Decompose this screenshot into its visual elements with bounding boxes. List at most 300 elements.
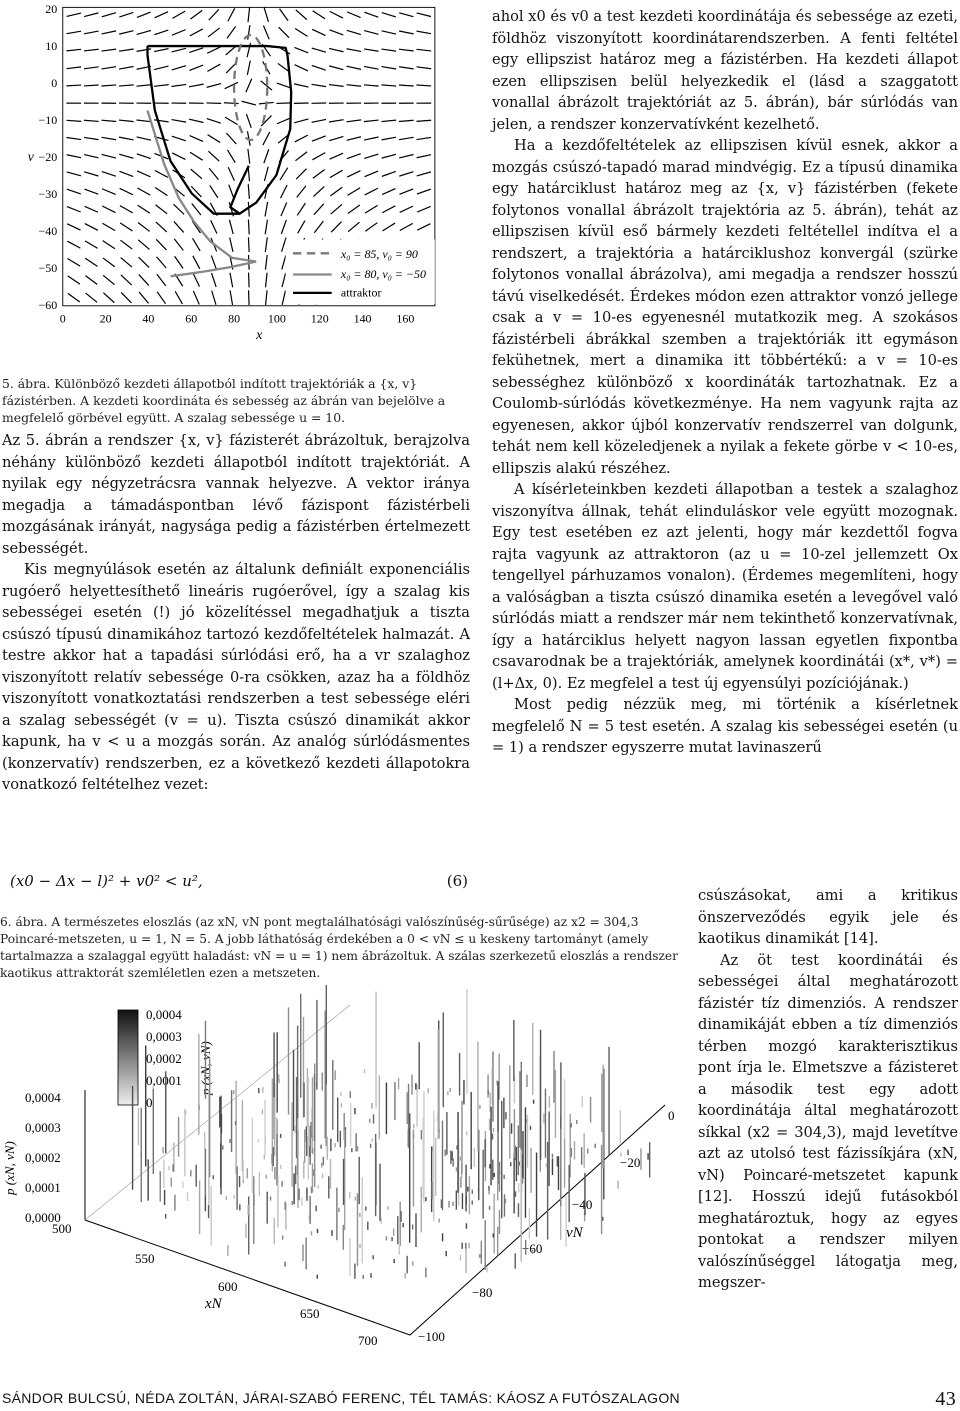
- x-tick: 40: [142, 311, 154, 325]
- field-arrow: [297, 203, 305, 215]
- field-arrow: [329, 85, 344, 87]
- field-arrow: [225, 82, 238, 88]
- field-arrow: [211, 273, 216, 287]
- field-arrow: [154, 120, 169, 122]
- field-arrow: [85, 258, 97, 266]
- field-arrow: [381, 120, 396, 121]
- colorbar-tick: 0,0002: [146, 1051, 182, 1066]
- field-arrow: [248, 237, 249, 252]
- paragraph: Az öt test koordinátái és sebességei által meghatározott fázistér tíz dimenziós. A rendszer dinamikáját ebben a tíz dimenziós térben mozgó karakterisztikus pont írja le. Elmetszve a fázisteret a második test egy adott koordinátája által meghatározott síkkal (x2 = 304,3), majd levetítve azt az utolsó test fázissíkjára (xN, vN) Poincaré-metszetet kapunk [12]. Hosszú idejű futásokból meghatároztuk, hogy az egyes pontokat a rendszer milyen valószínűséggel látogatja meg, megszer-: [698, 950, 958, 1294]
- x-tick: 60: [185, 311, 197, 325]
- field-arrow: [102, 137, 117, 139]
- field-arrow: [277, 83, 291, 88]
- field-arrow: [314, 221, 323, 233]
- z-tick: 0,0003: [25, 1120, 61, 1135]
- field-arrow: [66, 120, 81, 121]
- field-arrow: [298, 221, 305, 234]
- field-arrow: [174, 239, 183, 251]
- field-arrow: [312, 119, 326, 122]
- field-arrow: [172, 84, 187, 86]
- field-arrow: [417, 206, 431, 212]
- field-arrow: [84, 13, 98, 17]
- field-arrow: [295, 152, 307, 161]
- field-arrow: [281, 202, 287, 216]
- field-arrow: [264, 167, 268, 181]
- field-arrow: [192, 203, 201, 215]
- field-arrow: [137, 171, 150, 177]
- field-arrow: [382, 189, 395, 195]
- y-tick: 0: [51, 76, 57, 90]
- field-arrow: [175, 291, 182, 304]
- field-arrow: [86, 293, 97, 302]
- field-arrow: [193, 291, 199, 305]
- field-arrow: [119, 171, 133, 176]
- right-column: [492, 6, 958, 759]
- field-arrow: [294, 84, 308, 87]
- figure-6-3d-plot: [0, 985, 680, 1360]
- field-arrow: [190, 136, 204, 142]
- field-arrow: [193, 238, 201, 251]
- field-arrow: [229, 220, 233, 234]
- paragraph: csúszásokat, ami a kritikus önszerveződés egyik jele és kaotikus dinamikát [14].: [698, 885, 958, 950]
- field-arrow: [84, 137, 99, 139]
- field-arrow: [101, 85, 116, 86]
- field-arrow: [101, 120, 116, 121]
- field-arrow: [294, 119, 308, 123]
- field-arrow: [365, 223, 377, 232]
- field-arrow: [189, 84, 203, 87]
- y-tick: −50: [39, 261, 58, 275]
- field-arrow: [364, 66, 378, 69]
- field-arrow: [382, 206, 395, 213]
- colorbar-tick: 0: [146, 1095, 153, 1110]
- field-arrow: [312, 136, 326, 141]
- field-arrow: [84, 120, 99, 121]
- field-arrow: [364, 171, 378, 177]
- field-arrow: [248, 149, 250, 164]
- field-arrow: [121, 258, 132, 268]
- field-arrow: [400, 223, 413, 230]
- field-arrow: [67, 31, 82, 33]
- colorbar-tick: 0,0004: [146, 1007, 182, 1022]
- field-arrow: [120, 223, 132, 231]
- field-arrow: [84, 172, 98, 176]
- field-arrow: [84, 67, 99, 69]
- field-arrow: [67, 189, 81, 194]
- field-arrow: [230, 237, 233, 251]
- field-arrow: [249, 290, 250, 305]
- field-arrow: [329, 120, 344, 122]
- field-arrow: [399, 31, 413, 34]
- field-arrow: [228, 8, 235, 21]
- field-arrow: [347, 66, 361, 69]
- field-arrow: [84, 49, 99, 51]
- x-tick: 120: [311, 311, 329, 325]
- vN-axis-label: vN: [566, 1225, 584, 1241]
- z-tick: 0,0002: [25, 1150, 61, 1165]
- field-arrow: [68, 276, 80, 284]
- field-arrow: [137, 49, 152, 51]
- field-arrow: [207, 64, 220, 71]
- field-arrow: [85, 206, 98, 212]
- field-arrow: [347, 12, 361, 18]
- field-arrow: [224, 103, 239, 104]
- field-arrow: [329, 30, 343, 35]
- field-arrow: [85, 276, 97, 285]
- field-arrow: [154, 30, 168, 35]
- field-arrow: [156, 205, 168, 214]
- field-arrow: [227, 26, 236, 38]
- field-arrow: [330, 11, 343, 18]
- field-arrow: [265, 255, 267, 270]
- field-arrow: [381, 85, 396, 86]
- field-arrow: [84, 31, 98, 34]
- field-arrow: [312, 153, 325, 160]
- field-arrow: [68, 293, 80, 302]
- x-tick: 140: [354, 311, 372, 325]
- field-arrow: [189, 119, 203, 122]
- field-arrow: [400, 206, 413, 212]
- field-arrow: [102, 154, 116, 158]
- y-tick: −40: [39, 224, 58, 238]
- field-arrow: [67, 259, 80, 267]
- field-arrow: [295, 135, 308, 142]
- field-arrow: [172, 120, 187, 123]
- z-tick: 0,0004: [25, 1090, 61, 1105]
- field-arrow: [294, 47, 308, 52]
- vN-tick: 0: [668, 1108, 675, 1123]
- field-arrow: [365, 205, 378, 213]
- z-tick: 0,0001: [25, 1180, 61, 1195]
- field-arrow: [119, 12, 133, 17]
- field-arrow: [382, 13, 396, 17]
- y-tick: −30: [39, 187, 58, 201]
- vN-tick: −80: [472, 1285, 492, 1300]
- field-arrow: [207, 47, 220, 53]
- field-arrow: [347, 154, 361, 159]
- field-arrow: [211, 220, 217, 233]
- field-arrow: [157, 257, 167, 268]
- field-arrow: [67, 138, 82, 140]
- field-arrow: [155, 170, 168, 177]
- legend-item-dashed: x₀ = 85, v₀ = 90: [340, 247, 418, 261]
- field-arrow: [228, 150, 236, 163]
- field-arrow: [313, 187, 324, 197]
- field-arrow: [382, 171, 396, 176]
- field-arrow: [347, 171, 360, 177]
- field-arrow: [119, 137, 133, 140]
- x-axis-label: x: [255, 327, 263, 342]
- field-arrow: [67, 155, 81, 158]
- field-arrow: [329, 48, 343, 51]
- field-arrow: [119, 120, 134, 122]
- field-arrow: [103, 293, 114, 303]
- field-arrow: [226, 133, 236, 144]
- field-arrow: [209, 9, 219, 20]
- field-arrow: [154, 49, 168, 52]
- figure-5-caption: 5. ábra. Különböző kezdeti állapotból indított trajektóriák a {x, v} fázistérben. A kezdeti koordináta és sebesség az ábrán van bejelölve a megfelelő görbével együtt. A szalag sebessége u = 10.: [2, 375, 472, 426]
- field-arrow: [175, 256, 183, 268]
- field-arrow: [249, 273, 250, 288]
- field-arrow: [230, 290, 232, 305]
- field-arrow: [264, 149, 269, 163]
- field-arrow: [67, 241, 80, 248]
- field-arrow: [347, 49, 361, 52]
- field-arrow: [212, 291, 216, 305]
- field-arrow: [119, 67, 134, 70]
- field-arrow: [154, 66, 168, 69]
- field-arrow: [282, 238, 286, 252]
- field-arrow: [248, 220, 249, 235]
- field-arrow: [67, 224, 80, 230]
- attractor-curve: [148, 46, 292, 214]
- field-arrow: [399, 49, 414, 51]
- field-arrow: [139, 292, 148, 303]
- field-arrow: [276, 103, 291, 104]
- x-tick: 160: [396, 311, 414, 325]
- field-arrow: [172, 30, 186, 36]
- field-arrow: [191, 169, 202, 179]
- field-arrow: [120, 240, 132, 249]
- field-arrow: [417, 13, 431, 17]
- field-arrow: [103, 241, 115, 249]
- field-arrow: [189, 65, 203, 70]
- xN-tick: 600: [218, 1279, 238, 1294]
- field-arrow: [382, 67, 397, 69]
- vN-tick: −60: [522, 1241, 542, 1256]
- field-arrow: [399, 13, 413, 17]
- field-arrow: [295, 65, 308, 71]
- field-arrow: [207, 84, 221, 88]
- field-arrow: [172, 136, 186, 141]
- field-arrow: [329, 136, 343, 140]
- page-number: 43: [935, 1388, 956, 1411]
- field-arrow: [172, 11, 185, 18]
- field-arrow: [157, 274, 166, 286]
- field-arrow: [225, 117, 238, 124]
- field-arrow: [85, 224, 98, 231]
- field-arrow: [399, 137, 414, 139]
- field-arrow: [67, 207, 81, 212]
- field-arrow: [102, 13, 116, 17]
- field-arrow: [190, 29, 203, 36]
- field-arrow: [399, 85, 414, 86]
- paragraph: Ha a kezdőfeltételek az ellipszisen kívül esnek, akkor a mozgás csúszó-tapadó marad mindvégig. Ez a típusú dinamika egy határciklust határoz meg az {x, v} fázistérben (fekete folytonos vonallal ábrázolt trajektória az 5. ábrán), tehát az ellipszisen kívül eső bármely kezdeti feltétellel indítva el a rendszert, a trajektória a határciklushoz konvergál (szürke folytonos vonallal ábrázolva), ami megadja a rendszer hosszú távú viselkedését. Érdekes módon ezen attraktor vonzó jellege csak a v = 10-es egyenesnél mutatkozik meg. A szokásos fázistérbeli ábrákkal szemben a trajektóriák itt egymáson fekühetnek, mert a dinamika itt többértékű: a v = 10-es sebességhez különböző x koordináták tartozhatnak. Ez a Coulomb-súrlódás következménye. Ha nem vagyunk rajta az egyenesen, akkor újból konzervatív rendszerrel van dolgunk, tehát nem kell közeledjenek a nyilak a fekete görbe v < 10-es, ellipszis alakú részéhez.: [492, 135, 958, 479]
- paragraph: Kis megnyúlások esetén az általunk definiált exponenciális rugóerő helyettesíthető lineáris rugóerővel, így a szalag kis sebességei esetén (!) jó közelítéssel megadhatjuk a tiszta csúszó típusú dinamikához tartozó kezdőfeltételek halmazát. A testre akkor hat a tapadási súrlódási erő, ha a vr szalaghoz viszonyított relatív sebessége 0-ra csökken, azaz ha a földhöz viszonyított vonatkoztatási rendszerben a test sebessége eléri a szalag sebességét (v = u). Tiszta csúszó dinamikát akkor kapunk, ha v < u a mozgás során. Az analóg súrlódásmentes (konzervatív) rendszerben, ez a következő kezdeti állapotokra vonatkozó feltételhez vezet:: [2, 559, 470, 796]
- field-arrow: [156, 222, 167, 232]
- field-arrow: [137, 188, 150, 195]
- vN-tick: −40: [572, 1197, 592, 1212]
- field-arrow: [248, 7, 250, 22]
- field-arrow: [207, 119, 221, 124]
- x-tick: 80: [228, 311, 240, 325]
- paragraph: Most pedig nézzük meg, mi történik a kísérletnek megfelelő N = 5 test esetén. A szalag kis sebességei esetén (u = 1) a rendszer egyszerre mutat lavinaszerű: [492, 694, 958, 759]
- field-arrow: [417, 67, 432, 69]
- x-tick: 100: [268, 311, 286, 325]
- field-arrow: [137, 154, 151, 159]
- z-axis-label: p (xN, vN): [2, 1141, 17, 1196]
- field-arrow: [417, 31, 432, 34]
- field-arrow: [67, 172, 81, 176]
- field-arrow: [382, 154, 396, 158]
- field-arrow: [102, 189, 116, 195]
- field-arrow: [208, 151, 219, 161]
- y-tick: 20: [45, 2, 57, 16]
- field-arrow: [121, 292, 131, 303]
- legend-item-grey: x₀ = 80, v₀ = −50: [340, 267, 426, 281]
- colorbar-tick: 0,0001: [146, 1073, 182, 1088]
- field-arrow: [364, 12, 378, 17]
- field-arrow: [139, 257, 150, 267]
- xN-tick: 500: [52, 1221, 72, 1236]
- field-arrow: [120, 188, 133, 194]
- figure-6-caption: 6. ábra. A természetes eloszlás (az xN, vN pont megtalálhatósági valószínűség-sűrűsége) az x2 = 304,3 Poincaré-metszeten, u = 1, N = 5. A jobb láthatóság érdekében a 0 < vN ≤ u keskeny tartományt (amely tartalmazza a szalaggal együtt haladást: vN = u = 1) nem ábrázoltuk. A szálas szerkezetű eloszlás a rendszer kaotikus attraktorát szemléletlen ezen a metszeten.: [0, 914, 678, 982]
- colorbar-tick: 0,0003: [146, 1029, 182, 1044]
- left-column: [2, 430, 470, 796]
- field-arrow: [157, 292, 165, 304]
- xN-tick: 700: [358, 1333, 378, 1348]
- field-arrow: [295, 28, 307, 36]
- field-arrow: [248, 25, 250, 40]
- field-arrow: [247, 61, 250, 75]
- field-arrow: [417, 155, 431, 158]
- field-arrow: [119, 154, 133, 158]
- field-arrow: [155, 188, 167, 196]
- field-arrow: [211, 255, 216, 269]
- field-arrow: [346, 85, 361, 87]
- field-arrow: [399, 120, 414, 121]
- field-arrow: [266, 273, 268, 288]
- field-arrow: [364, 120, 379, 122]
- field-arrow: [193, 273, 199, 286]
- field-arrow: [399, 172, 413, 176]
- field-arrow: [280, 185, 287, 198]
- page-footer: [0, 1388, 960, 1410]
- field-arrow: [416, 120, 431, 121]
- field-arrow: [137, 30, 151, 34]
- field-arrow: [364, 154, 378, 158]
- field-arrow: [263, 132, 270, 145]
- field-arrow: [103, 258, 115, 267]
- field-arrow: [189, 48, 203, 53]
- field-arrow: [208, 28, 220, 37]
- field-arrow: [347, 188, 360, 196]
- field-arrow: [263, 26, 269, 40]
- field-arrow: [314, 204, 324, 215]
- field-arrow: [282, 291, 285, 305]
- field-arrow: [84, 189, 98, 194]
- field-arrow: [282, 273, 286, 287]
- figure-5-phase-plot: [0, 0, 470, 350]
- field-arrow: [312, 65, 326, 70]
- field-arrow: [281, 220, 286, 234]
- field-arrow: [102, 67, 117, 69]
- field-arrow: [103, 275, 114, 284]
- field-arrow: [282, 255, 286, 269]
- field-arrow: [102, 206, 115, 213]
- field-arrow: [382, 49, 397, 51]
- field-arrow: [266, 290, 267, 305]
- x-tick: 20: [100, 311, 112, 325]
- field-arrow: [230, 273, 233, 287]
- field-arrow: [347, 30, 361, 34]
- equation-number: (6): [447, 872, 468, 890]
- field-arrow: [172, 153, 185, 159]
- field-arrow: [229, 185, 234, 199]
- field-arrow: [312, 29, 325, 35]
- field-arrow: [416, 49, 431, 51]
- field-arrow: [365, 188, 378, 195]
- x-tick: 0: [60, 311, 66, 325]
- field-arrow: [246, 114, 251, 128]
- legend-item-attractor: attraktor: [341, 286, 382, 300]
- field-arrow: [417, 137, 432, 139]
- field-arrow: [330, 153, 343, 159]
- field-arrow: [119, 85, 134, 86]
- field-arrow: [174, 221, 184, 232]
- field-arrow: [382, 137, 396, 140]
- field-arrow: [399, 154, 413, 157]
- paragraph: ahol x0 és v0 a test kezdeti koordinátája és sebessége az ezeti, földhöz viszonyított koordinátarendszerben. A fenti feltétel egy ellipszist határoz meg a fázistérben. Ha kezdeti állapot ezen ellipszisen belül helyezkedik el (lásd a szaggatott vonallal ábrázolt trajektóriát az 5. ábrán), bár súrlódás van jelen, a rendszer konzervatívként kezelhető.: [492, 6, 958, 135]
- field-arrow: [383, 223, 396, 231]
- field-arrow: [208, 135, 220, 143]
- y-tick: −10: [39, 113, 58, 127]
- field-arrow: [348, 222, 359, 231]
- field-arrow: [84, 155, 98, 158]
- field-arrow: [246, 79, 252, 93]
- field-arrow: [102, 31, 116, 34]
- field-arrow: [313, 11, 325, 19]
- field-arrow: [137, 12, 151, 17]
- field-arrow: [155, 12, 168, 18]
- field-arrow: [190, 10, 202, 19]
- field-arrow: [312, 84, 327, 86]
- right-narrow-column: [698, 885, 958, 1294]
- field-arrow: [172, 48, 186, 52]
- field-arrow: [172, 66, 186, 70]
- field-arrow: [138, 240, 149, 250]
- field-arrow: [84, 85, 99, 86]
- colorbar-label: p (xN, vN): [198, 1041, 213, 1096]
- field-arrow: [348, 205, 360, 214]
- xN-tick: 650: [300, 1306, 320, 1321]
- z-tick: 0,0000: [25, 1210, 61, 1225]
- vN-tick: −20: [620, 1155, 640, 1170]
- field-arrow: [399, 189, 413, 194]
- field-arrow: [67, 13, 81, 16]
- field-arrow: [417, 224, 430, 231]
- field-arrow: [137, 137, 151, 140]
- field-arrow: [248, 202, 249, 217]
- field-arrow: [330, 187, 342, 196]
- field-arrow: [277, 118, 291, 124]
- field-arrow: [242, 101, 256, 105]
- field-arrow: [102, 49, 117, 51]
- field-arrow: [364, 31, 378, 35]
- field-arrow: [417, 189, 431, 194]
- paragraph: Az 5. ábrán a rendszer {x, v} fázisterét ábrázoltuk, berajzolva néhány különböző kezdeti állapotból indított trajektóriát. A nyilak egy négyzetrácsra vannak helyezve. A vektor iránya megadja a támadáspontban lévő fázispont fázistérbeli mozgásának irányát, nagysága pedig a fázistérben értelmezett sebességét.: [2, 430, 470, 559]
- field-arrow: [280, 9, 289, 21]
- field-arrow: [265, 202, 268, 217]
- colorbar: [118, 1010, 138, 1105]
- field-arrow: [399, 67, 414, 69]
- y-tick: 10: [45, 39, 57, 53]
- y-tick: −60: [39, 298, 58, 312]
- equation-6: [10, 872, 470, 898]
- field-arrow: [66, 85, 81, 86]
- field-arrow: [139, 275, 149, 286]
- field-arrow: [190, 152, 202, 160]
